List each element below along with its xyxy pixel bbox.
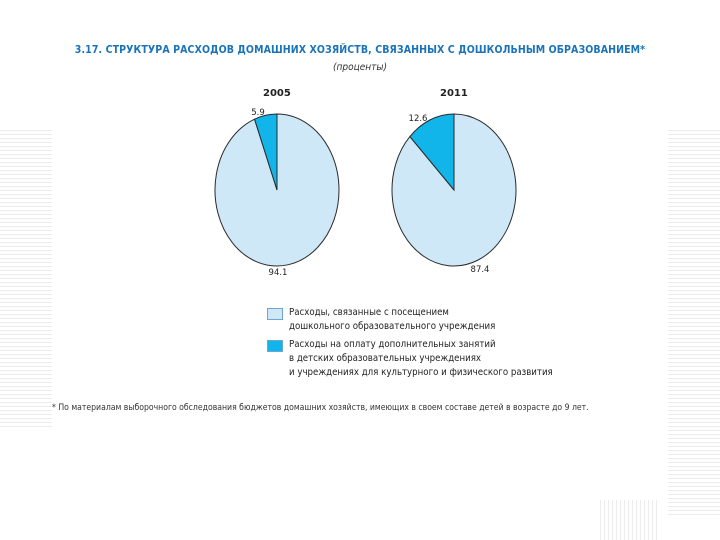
pie-2005-label-0: 94.1 [268,268,288,278]
pie-title-2011: 2011 [440,88,468,99]
legend-label-extra-classes: Расходы на оплату дополнительных занятий в детских образовательных учреждениях и учреждениях для культурного и физического развития [289,339,553,378]
pie-title-2005: 2005 [263,88,291,99]
legend-item-extra-classes [267,338,553,380]
legend-swatch-extra-classes [267,340,283,352]
pie-2011-label-0: 87.4 [470,265,490,275]
footnote: * По материалам выборочного обследования бюджетов домашних хозяйств, имеющих в своем составе детей в возрасте до 9 лет. [52,403,589,413]
legend-item-preschool [267,306,495,334]
chart-subtitle: (проценты) [332,62,387,73]
pie-2005-label-1: 5.9 [251,108,265,118]
legend-swatch-preschool [267,308,283,320]
chart-title: 3.17. СТРУКТУРА РАСХОДОВ ДОМАШНИХ ХОЗЯЙСТВ, СВЯЗАННЫХ С ДОШКОЛЬНЫМ ОБРАЗОВАНИЕМ* [74,44,646,56]
legend-label-preschool: Расходы, связанные с посещением дошкольного образовательного учреждения [289,307,496,332]
pie-2011-label-1: 12.6 [408,114,428,124]
